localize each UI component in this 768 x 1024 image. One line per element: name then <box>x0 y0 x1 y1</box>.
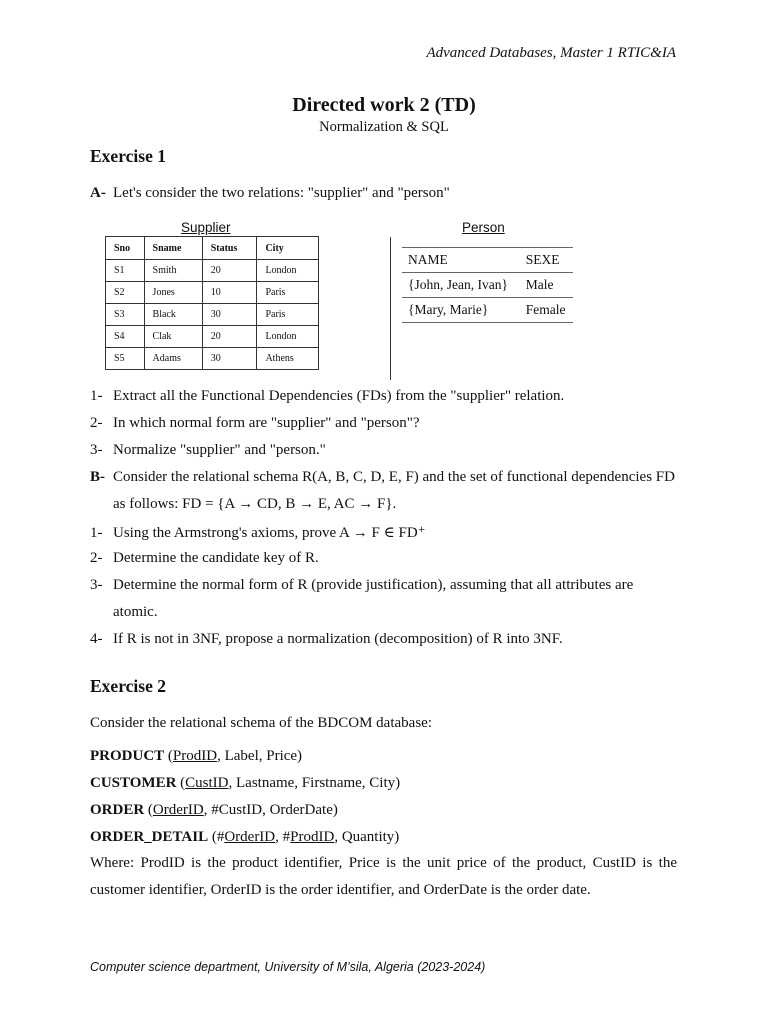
part-b-label: B- <box>90 469 105 485</box>
table-row <box>106 326 319 348</box>
table-cell: 20 <box>202 260 257 282</box>
table-cell: London <box>257 326 319 348</box>
supplier-table <box>105 236 319 370</box>
person-col-header: SEXE <box>520 248 573 273</box>
person-header-row <box>402 248 573 273</box>
person-col-header: NAME <box>402 248 520 273</box>
table-cell: Male <box>520 273 573 298</box>
supplier-col-header: City <box>257 237 319 260</box>
question-number: 3- <box>90 442 103 458</box>
schema-text: , Lastname, Firstname, City) <box>228 775 401 791</box>
question-text: atomic. <box>113 604 158 620</box>
question-number: 4- <box>90 631 103 647</box>
question-number: 2- <box>90 550 103 566</box>
page-subtitle: Normalization & SQL <box>319 119 449 135</box>
schema-text: , # <box>275 829 291 845</box>
table-cell: S5 <box>106 348 145 370</box>
table-row <box>106 304 319 326</box>
schema-customer <box>90 775 400 792</box>
question-b2 <box>90 550 319 567</box>
part-a-intro <box>90 185 450 202</box>
question-b3-continued <box>90 604 158 621</box>
part-b-text: Consider the relational schema R(A, B, C, D, E, F) and the set of functional dependencies FD <box>113 469 675 485</box>
page-footer: Computer science department, University of M’sila, Algeria (2023-2024) <box>90 960 486 974</box>
question-text: Determine the normal form of R (provide justification), assuming that all attributes are <box>113 577 634 593</box>
person-caption: Person <box>462 220 505 235</box>
part-b-intro <box>90 469 675 486</box>
supplier-col-header: Status <box>202 237 257 260</box>
table-cell: S4 <box>106 326 145 348</box>
primary-key: ProdID <box>172 748 218 764</box>
question-text: Extract all the Functional Dependencies (FDs) from the "supplier" relation. <box>113 388 565 404</box>
supplier-col-header: Sname <box>144 237 202 260</box>
primary-key: OrderID <box>224 829 276 845</box>
question-text: If R is not in 3NF, propose a normalization (decomposition) of R into 3NF. <box>113 631 563 647</box>
table-cell: Paris <box>257 304 319 326</box>
question-number: 2- <box>90 415 103 431</box>
primary-key: CustID <box>185 775 229 791</box>
question-text: Normalize "supplier" and "person." <box>113 442 326 458</box>
question-number: 3- <box>90 577 103 593</box>
relation-name: ORDER_DETAIL <box>90 829 209 845</box>
schema-description: Where: ProdID is the product identifier, Price is the unit price of the product, CustID is the customer identifier, OrderID is the order identifier, and OrderDate is the order date. <box>90 855 677 898</box>
page-header: Advanced Databases, Master 1 RTIC&IA <box>426 45 676 61</box>
page-title: Directed work 2 (TD) <box>292 94 476 116</box>
primary-key: OrderID <box>152 802 204 818</box>
exercise-2-intro: Consider the relational schema of the BDCOM database: <box>90 715 432 731</box>
table-row <box>402 298 573 323</box>
question-a1 <box>90 388 564 405</box>
question-a3 <box>90 442 326 459</box>
table-row <box>106 282 319 304</box>
question-a2 <box>90 415 419 432</box>
supplier-caption: Supplier <box>181 220 231 235</box>
table-cell: {Mary, Marie} <box>402 298 520 323</box>
relation-name: ORDER <box>90 802 145 818</box>
table-cell: Jones <box>144 282 202 304</box>
schema-text: (# <box>208 829 225 845</box>
table-cell: Clak <box>144 326 202 348</box>
schema-product <box>90 748 302 765</box>
table-row <box>106 348 319 370</box>
table-row <box>106 260 319 282</box>
table-cell: Black <box>144 304 202 326</box>
table-cell: S3 <box>106 304 145 326</box>
part-a-label: A- <box>90 185 106 201</box>
schema-text: , Label, Price) <box>217 748 303 764</box>
supplier-header-row <box>106 237 319 260</box>
table-cell: S1 <box>106 260 145 282</box>
schema-text: , Quantity) <box>334 829 400 845</box>
table-cell: Female <box>520 298 573 323</box>
table-cell: Adams <box>144 348 202 370</box>
table-cell: {John, Jean, Ivan} <box>402 273 520 298</box>
question-text: In which normal form are "supplier" and "person"? <box>113 415 420 431</box>
schema-text: ( <box>164 748 173 764</box>
schema-text: ( <box>144 802 153 818</box>
primary-key: ProdID <box>290 829 335 845</box>
table-cell: 10 <box>202 282 257 304</box>
table-cell: 30 <box>202 304 257 326</box>
table-row <box>402 273 573 298</box>
table-cell: London <box>257 260 319 282</box>
question-text: Determine the candidate key of R. <box>113 550 319 566</box>
question-number: 1- <box>90 525 103 541</box>
table-cell: Paris <box>257 282 319 304</box>
schema-text: ( <box>176 775 186 791</box>
question-b3 <box>90 577 633 594</box>
schema-order <box>90 802 338 819</box>
table-cell: Athens <box>257 348 319 370</box>
table-cell: 30 <box>202 348 257 370</box>
relation-name: PRODUCT <box>90 748 165 764</box>
question-b4 <box>90 631 563 648</box>
exercise-1-heading: Exercise 1 <box>90 146 166 166</box>
person-table <box>402 247 573 323</box>
supplier-col-header: Sno <box>106 237 145 260</box>
table-cell: S2 <box>106 282 145 304</box>
part-a-text: Let's consider the two relations: "supplier" and "person" <box>113 185 450 201</box>
question-text: Using the Armstrong's axioms, prove A → F ∈ FD⁺ <box>113 525 426 541</box>
question-b1 <box>90 523 426 542</box>
schema-text: , #CustID, OrderDate) <box>203 802 338 818</box>
exercise-2-heading: Exercise 2 <box>90 676 166 696</box>
part-b-fd-set: as follows: FD = {A → CD, B → E, AC → F}. <box>113 496 397 512</box>
question-number: 1- <box>90 388 103 404</box>
table-cell: 20 <box>202 326 257 348</box>
relation-name: CUSTOMER <box>90 775 177 791</box>
table-divider <box>390 237 391 380</box>
table-cell: Smith <box>144 260 202 282</box>
schema-order-detail <box>90 829 399 846</box>
